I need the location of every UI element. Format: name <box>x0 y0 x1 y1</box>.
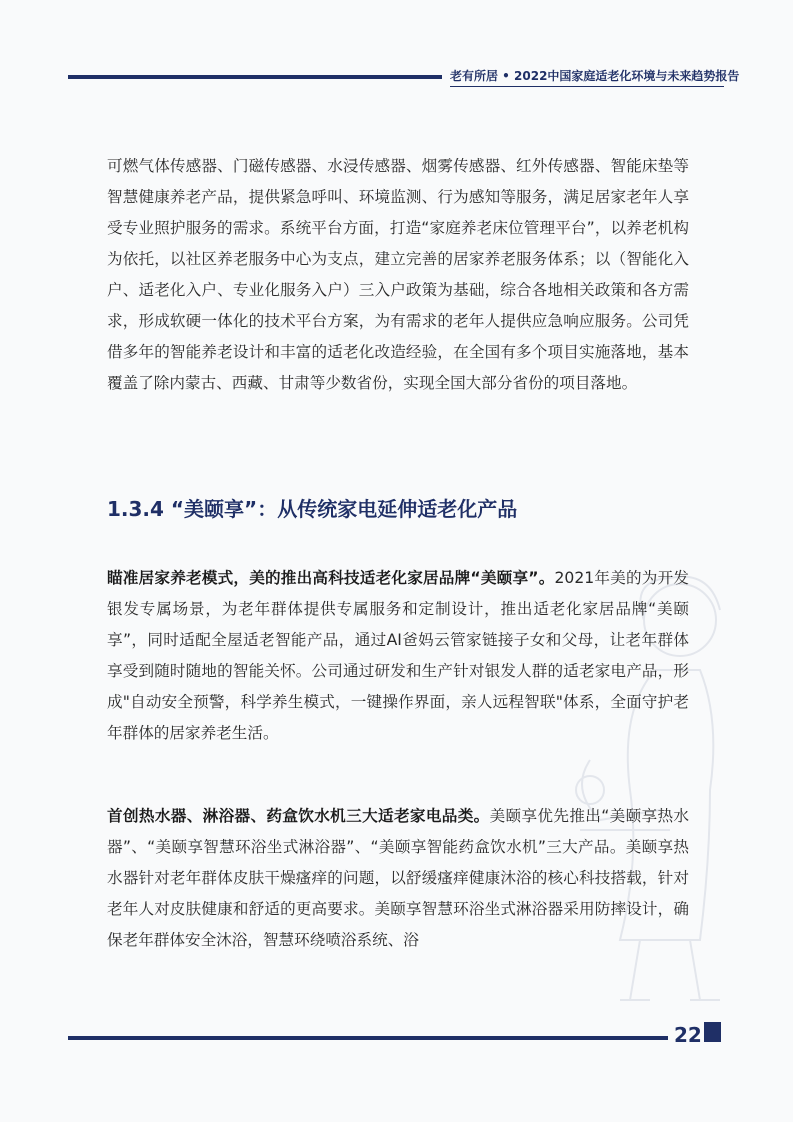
paragraph-3-text: 美颐享优先推出“美颐享热水器”、“美颐享智慧环浴坐式淋浴器”、“美颐享智能药盒饮水机”三大产品。美颐享热水器针对老年群体皮肤干燥瘙痒的问题，以舒缓瘙痒健康沐浴的核心科技搭载，针对老年人对皮肤健康和舒适的更高要求。美颐享智慧环浴坐式淋浴器采用防摔设计，确保老年群体安全沐浴，智慧环绕喷浴系统、浴 <box>107 807 689 949</box>
section-heading: 1.3.4 “美颐享”：从传统家电延伸适老化产品 <box>107 497 518 521</box>
footer-rule <box>68 1036 668 1040</box>
header-rule <box>68 75 442 79</box>
paragraph-1: 可燃气体传感器、门磁传感器、水浸传感器、烟雾传感器、红外传感器、智能床垫等智慧健康养老产品，提供紧急呼叫、环境监测、行为感知等服务，满足居家老年人享受专业照护服务的需求。系统平台方面，打造“家庭养老床位管理平台”，以养老机构为依托，以社区养老服务中心为支点，建立完善的居家养老服务体系；以（智能化入户、适老化入户、专业化服务入户）三入户政策为基础，综合各地相关政策和各方需求，形成软硬一体化的技术平台方案，为有需求的老年人提供应急响应服务。公司凭借多年的智能养老设计和丰富的适老化改造经验，在全国有多个项目实施落地，基本覆盖了除内蒙古、西藏、甘肃等少数省份，实现全国大部分省份的项目落地。 <box>107 157 689 392</box>
header-underline <box>450 86 724 87</box>
page-number-square <box>704 1022 721 1042</box>
paragraph-2-text: 2021年美的为开发银发专属场景，为老年群体提供专属服务和定制设计，推出适老化家居品牌“美颐享”，同时适配全屋适老智能产品，通过AI爸妈云管家链接子女和父母，让老年群体享受到随时随地的智能关怀。公司通过研发和生产针对银发人群的适老家电产品，形成"自动安全预警，科学养生模式，一键操作界面，亲人远程智联"体系，全面守护老年群体的居家养老生活。 <box>107 569 690 742</box>
paragraph-2 <box>107 563 689 749</box>
paragraph-2-lead: 瞄准居家养老模式，美的推出高科技适老化家居品牌“美颐享”。 <box>107 569 555 587</box>
page-number: 22 <box>674 1023 702 1047</box>
paragraph-3 <box>107 801 689 956</box>
header-title: 老有所居 • 2022中国家庭适老化环境与未来趋势报告 <box>450 69 740 83</box>
paragraph-3-lead: 首创热水器、淋浴器、药盒饮水机三大适老家电品类。 <box>107 807 490 825</box>
